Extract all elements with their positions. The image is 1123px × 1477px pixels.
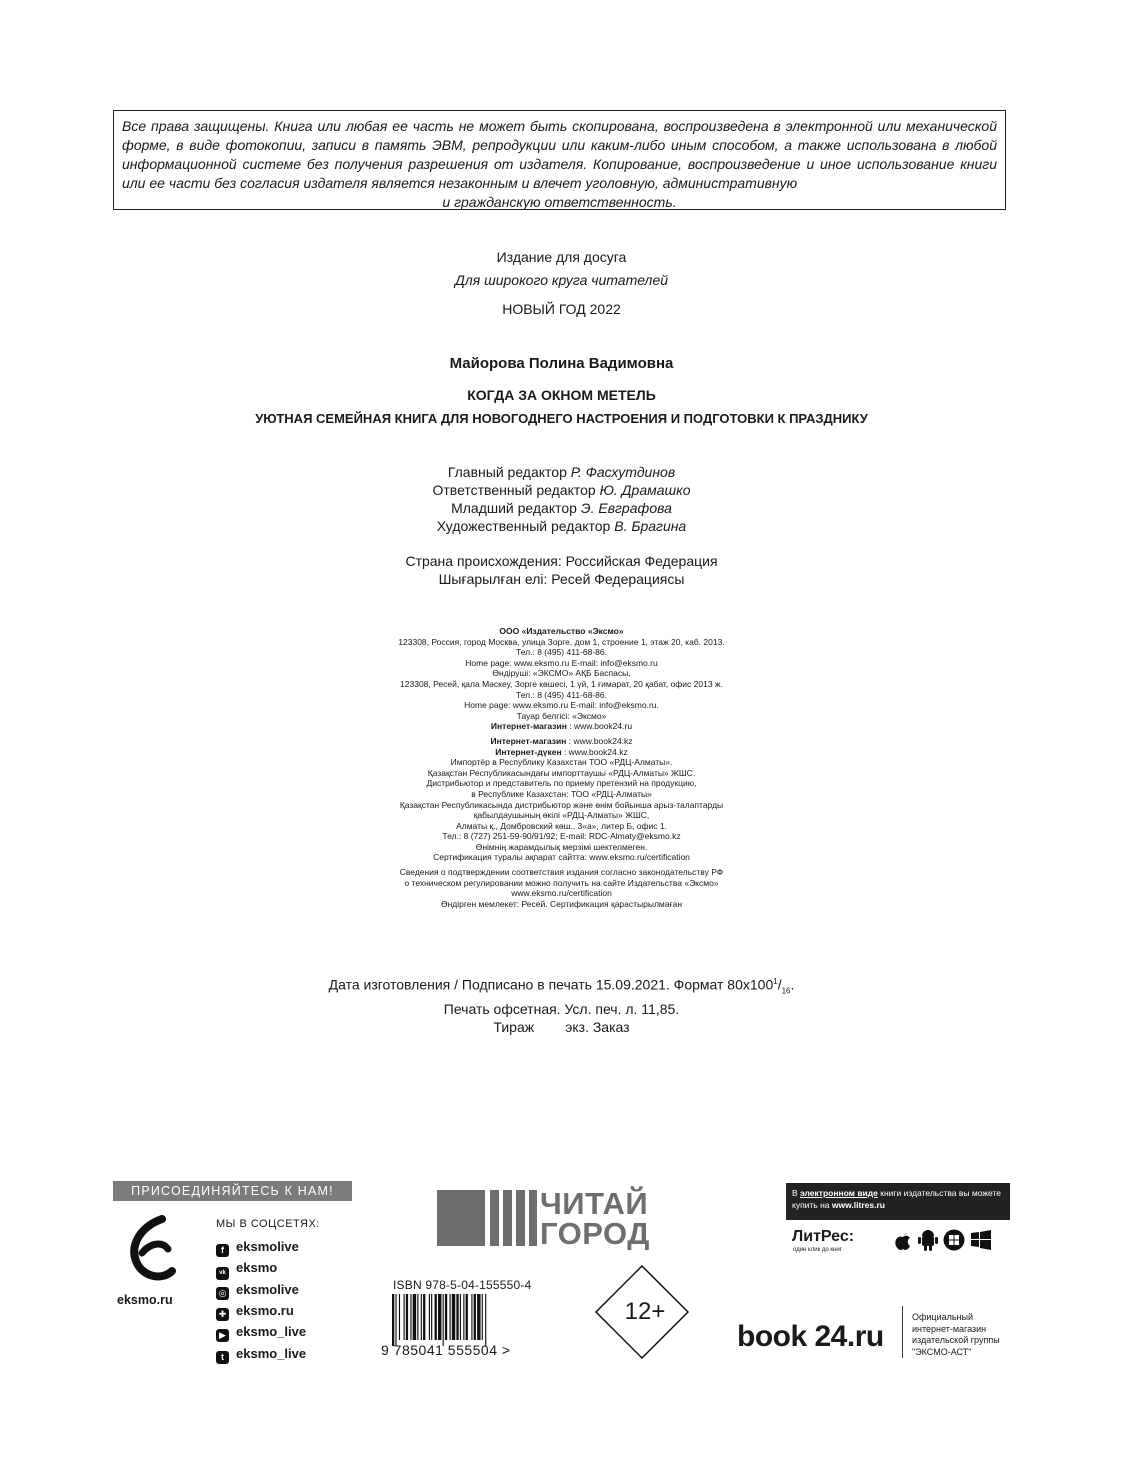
social-title: МЫ В СОЦСЕТЯХ: <box>216 1218 320 1230</box>
barcode-bar <box>429 1294 430 1340</box>
print-line-1: Дата изготовления / Подписано в печать 15.09.2021. Формат $80х100^1/_{16}$. <box>328 976 795 996</box>
barcode-bar <box>421 1294 422 1340</box>
barcode-bar <box>410 1294 411 1340</box>
distributor-line: Қазақстан Республикасында дистрибьютор және өнім бойынша арыз-талаптарды <box>399 799 724 810</box>
windows-icon <box>970 1229 992 1251</box>
android-icon <box>918 1229 938 1251</box>
distributor-line: Өнімнің жарамдылық мерзімі шектелмеген. <box>475 841 648 852</box>
litres-banner[interactable]: В электронном виде книги издательства вы можете купить на www.litres.ru <box>786 1183 1010 1220</box>
distributor-line: Сертификация туралы ақпарат сайтта: www.eksmo.ru/certification <box>433 852 690 863</box>
publisher-info <box>0 626 1123 909</box>
distributor-line: в Республике Казахстан: ТОО «РДЦ-Алматы» <box>471 788 652 799</box>
barcode-bar <box>423 1294 425 1340</box>
instagram-icon: ◎ <box>216 1287 229 1300</box>
social-link-label: eksmolive <box>236 1239 299 1254</box>
print-line-2: Печать офсетная. Усл. печ. л. 11,85. <box>443 1001 680 1018</box>
join-us-banner: ПРИСОЕДИНЯЙТЕСЬ К НАМ! <box>113 1181 352 1201</box>
barcode-bar <box>463 1294 464 1340</box>
credit-line: Художественный редактор В. Брагина <box>436 518 687 534</box>
barcode-bar <box>482 1294 483 1340</box>
barcode-bar <box>452 1294 455 1340</box>
barcode-bar <box>456 1294 458 1340</box>
book-author: Майорова Полина Вадимовна <box>449 355 674 372</box>
edition-audience: Для широкого круга читателей <box>454 272 669 288</box>
distributor-line: Алматы қ., Домбровский көш., 3«а», литер Б, офис 1. <box>456 820 667 831</box>
print-line-3: Тираж экз. Заказ <box>493 1019 630 1036</box>
barcode-bar <box>395 1294 396 1346</box>
apple-icon <box>893 1229 913 1251</box>
barcode-bar <box>445 1294 447 1340</box>
publisher-name: ООО «Издательство «Эксмо» <box>499 626 624 636</box>
social-link-label: eksmo_live <box>236 1324 307 1340</box>
book24-divider <box>902 1306 903 1358</box>
rights-notice-text: Все права защищены. Книга или любая ее часть не может быть скопирована, воспроизведена в электронной или механической форме, в виде фотокопии, записи в память ЭВМ, репродукции или каким-либо иным способом, а также использована в любой информационной системе без получения разрешения от издателя. Копирование, воспроизведение и иное использование книги или ее части без согласия издателя является незаконным и влечет уголовную, административную <box>122 118 997 191</box>
social-link[interactable] <box>216 1302 294 1320</box>
book-title: КОГДА ЗА ОКНОМ МЕТЕЛЬ <box>467 387 656 403</box>
credit-line: Ответственный редактор Ю. Драмашко <box>432 482 691 498</box>
eksmo-logo-icon <box>128 1215 176 1285</box>
publisher-line: 123308, Ресей, қала Мәскеу, Зорге көшесі, 1 үй, 1 ғимарат, 20 қабат, офис 2013 ж. <box>400 678 723 689</box>
distributor-line: қабылдаушының өкілі «РДЦ-Алматы» ЖШС, <box>473 810 650 821</box>
platform-icons <box>893 1229 992 1251</box>
youtube-icon: ▶ <box>216 1329 229 1342</box>
certification-block <box>0 867 1123 909</box>
certification-line: Сведения о подтверждении соответствия издания согласно законодательству РФ <box>399 867 724 878</box>
book24-logo: book 24.ru <box>737 1320 884 1353</box>
barcode-bar <box>438 1294 441 1340</box>
barcode-bar <box>392 1294 394 1346</box>
barcode-bar <box>466 1294 468 1340</box>
publisher-line: Home page: www.eksmo.ru E-mail: info@eksmo.ru <box>465 657 658 668</box>
barcode-bar <box>417 1294 418 1340</box>
social-link[interactable] <box>216 1281 299 1299</box>
credit-line: Главный редактор Р. Фасхутдинов <box>447 464 676 480</box>
publisher-address-block <box>0 637 1123 722</box>
publisher-line: Тауар белгісі: «Эксмо» <box>516 710 607 721</box>
distributor-line: Қазақстан Республикасындағы импорттаушы «РДЦ-Алматы» ЖШС. <box>427 767 696 778</box>
chitai-gorod-logo-icon <box>437 1190 537 1246</box>
isbn: ISBN 978-5-04-155550-4 <box>393 1278 532 1292</box>
edition-type: Издание для досуга <box>496 249 627 265</box>
publisher-line: Home page: www.eksmo.ru E-mail: info@eksmo.ru. <box>464 700 659 711</box>
print-info <box>0 973 1123 1036</box>
barcode-bar <box>477 1294 480 1340</box>
edition-series: НОВЫЙ ГОД 2022 <box>502 301 621 317</box>
social-link[interactable] <box>216 1345 306 1363</box>
chitai-gorod-logo: ЧИТАЙ ГОРОД <box>540 1186 650 1251</box>
facebook-icon: f <box>216 1244 229 1257</box>
barcode-bar <box>450 1294 451 1340</box>
barcode-bar <box>404 1294 405 1340</box>
barcode-bar <box>460 1294 461 1340</box>
social-link-label: eksmo <box>236 1260 278 1276</box>
barcode-bar <box>406 1294 408 1340</box>
publisher-line: Тел.: 8 (495) 411-68-86. <box>516 647 607 658</box>
eksmo-site-link[interactable]: eksmo.ru <box>117 1293 173 1307</box>
publisher-line: Тел.: 8 (495) 411-68-86. <box>516 689 607 700</box>
barcode-bar <box>435 1294 437 1340</box>
certification-line: о техническом регулировании можно получить на сайте Издательства «Эксмо» <box>404 877 719 888</box>
shop-line: Интернет-дүкен : www.book24.kz <box>495 746 628 757</box>
certification-line: www.eksmo.ru/certification <box>511 888 612 899</box>
twitter-icon: t <box>216 1351 229 1364</box>
publisher-line: 123308, Россия, город Москва, улица Зорге, дом 1, строение 1, этаж 20, каб. 2013. <box>398 636 725 647</box>
barcode-bar <box>485 1294 486 1346</box>
litres-logo: ЛитРес: <box>792 1228 855 1245</box>
origin-ru: Страна происхождения: Российская Федерация <box>405 553 718 569</box>
rights-notice <box>113 110 1006 210</box>
credit-line: Младший редактор Э. Евграфова <box>451 500 672 516</box>
litres-tagline: один клик до книг <box>793 1247 842 1253</box>
barcode-digits: 9 785041 555504 > <box>381 1342 511 1358</box>
distributor-line: Импортёр в Республику Казахстан ТОО «РДЦ-Алматы». <box>450 757 673 768</box>
credits <box>0 463 1123 535</box>
barcode-bar <box>471 1294 472 1340</box>
barcode-bar <box>431 1294 432 1340</box>
certification-line: Өндірген мемлекет: Ресей. Сертификация қарастырылмаған <box>440 898 683 909</box>
age-rating: 12+ <box>624 1298 666 1325</box>
barcode <box>392 1294 542 1346</box>
rights-notice-last-line: и гражданскую ответственность. <box>442 194 677 210</box>
origin-kz: Шығарылған елі: Ресей Федерациясы <box>438 571 685 587</box>
distributor-block <box>0 757 1123 863</box>
barcode-bar <box>413 1294 416 1340</box>
social-link[interactable] <box>216 1323 306 1341</box>
barcode-bar <box>474 1294 476 1340</box>
social-link-label: eksmolive <box>236 1281 299 1297</box>
distributor-line: Тел.: 8 (727) 251-59-90/91/92; E-mail: RDC-Almaty@eksmo.kz <box>442 831 681 842</box>
shop-line: Интернет-магазин : www.book24.ru <box>490 721 633 732</box>
barcode-bar <box>399 1294 400 1340</box>
eksmo-site-icon: ✚ <box>216 1308 229 1321</box>
distributor-line: Дистрибьютор и представитель по приему претензий на продукцию, <box>426 778 697 789</box>
origin <box>0 552 1123 588</box>
shop-line: Интернет-магазин : www.book24.kz <box>490 735 633 746</box>
book-subtitle: УЮТНАЯ СЕМЕЙНАЯ КНИГА ДЛЯ НОВОГОДНЕГО НАСТРОЕНИЯ И ПОДГОТОВКИ К ПРАЗДНИКУ <box>255 411 868 426</box>
barcode-bar <box>443 1294 444 1346</box>
social-link-label: eksmo_live <box>236 1345 307 1361</box>
vk-icon: vk <box>216 1267 229 1280</box>
windows-phone-icon <box>943 1229 965 1251</box>
book24-description: Официальный интернет-магазин издательской группы "ЭКСМО-АСТ" <box>912 1312 1000 1357</box>
social-link[interactable] <box>216 1238 299 1256</box>
publisher-line: Өндіруші: «ЭКСМО» АҚБ Баспасы, <box>492 668 631 679</box>
social-link-label: eksmo.ru <box>236 1302 294 1318</box>
social-link[interactable] <box>216 1259 277 1277</box>
